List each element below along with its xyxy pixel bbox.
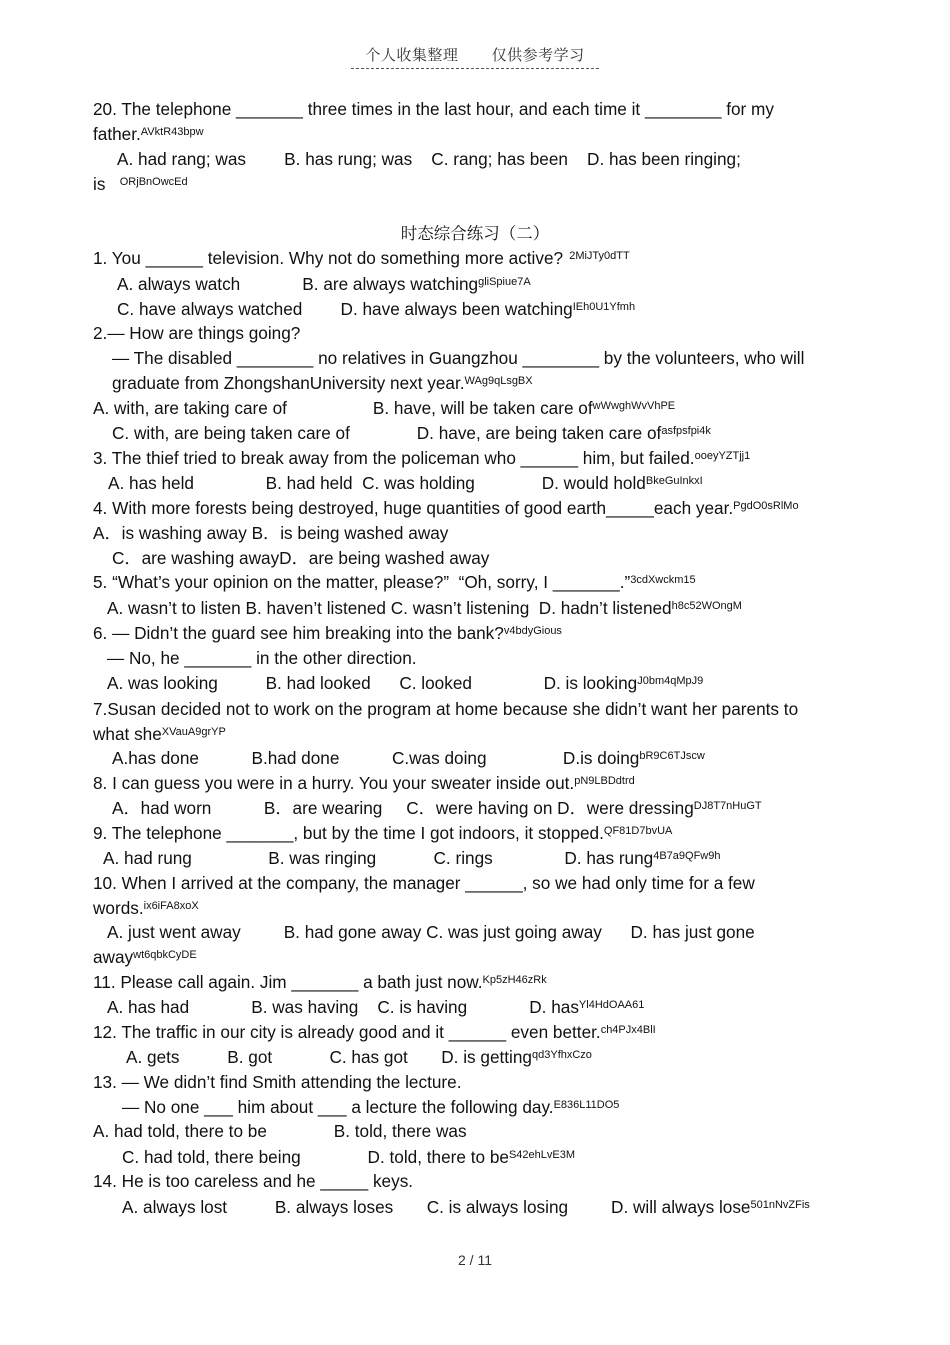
text-line xyxy=(117,298,635,323)
line-code: IEh0U1Yfmh xyxy=(572,301,636,313)
text-line xyxy=(93,698,798,720)
line-text: is xyxy=(93,174,120,194)
line-text: 12. The traffic in our city is already good and it ______ even better. xyxy=(93,1022,601,1042)
header-banner xyxy=(351,44,598,69)
line-text: 20. The telephone _______ three times in the last hour, and each time it ________ for my xyxy=(93,99,774,119)
text-line xyxy=(122,1196,810,1221)
line-text: — No, he _______ in the other direction. xyxy=(107,648,417,668)
line-text: what she xyxy=(93,724,162,744)
line-text: A.has done B.had done C.was doing D.is doing xyxy=(112,748,640,768)
line-text: 8. I can guess you were in a hurry. You your sweater inside out. xyxy=(93,773,575,793)
text-line xyxy=(93,247,630,272)
text-line xyxy=(108,472,703,497)
page-number: 2 / 11 xyxy=(458,1252,492,1268)
line-text: A. was looking B. had looked C. looked D. is looking xyxy=(107,673,638,693)
line-text: words. xyxy=(93,898,144,918)
text-line xyxy=(126,1046,592,1071)
text-line xyxy=(103,847,720,872)
line-code: AVktR43bpw xyxy=(140,126,204,138)
text-line xyxy=(93,897,199,922)
line-code: DJ8T7nHuGT xyxy=(693,800,762,812)
text-line xyxy=(122,1096,619,1121)
line-code: 501nNvZFis xyxy=(750,1199,810,1211)
line-text: — No one ___ him about ___ a lecture the following day. xyxy=(122,1097,554,1117)
line-code: ORjBnOwcEd xyxy=(119,176,188,188)
line-text: A．is washing away B．is being washed away xyxy=(93,523,449,543)
text-line xyxy=(112,747,705,772)
line-text: — The disabled ________ no relatives in Guangzhou ________ by the volunteers, who will xyxy=(112,348,805,368)
line-code: 2MiJTy0dTT xyxy=(563,250,630,262)
text-line xyxy=(122,1146,575,1171)
line-code: WAg9qLsgBX xyxy=(464,375,533,387)
line-text: 3. The thief tried to break away from the policeman who ______ him, but failed. xyxy=(93,448,695,468)
text-line xyxy=(117,273,531,298)
text-line xyxy=(93,497,799,522)
text-line xyxy=(107,996,644,1021)
line-code: wt6qbkCyDE xyxy=(133,949,197,961)
text-line xyxy=(93,447,750,472)
line-text: A. has held B. had held C. was holding D. would hold xyxy=(108,473,646,493)
text-line xyxy=(93,772,635,797)
text-line xyxy=(93,322,300,344)
text-line xyxy=(112,547,489,569)
line-code: bR9C6TJscw xyxy=(639,750,705,762)
line-code: wWwghWvVhPE xyxy=(592,400,676,412)
text-line xyxy=(93,1071,461,1093)
line-code: E836L11DO5 xyxy=(553,1099,620,1111)
line-text: 11. Please call again. Jim _______ a bath just now. xyxy=(93,972,483,992)
line-code: 3cdXwckm15 xyxy=(630,574,696,586)
text-line xyxy=(93,822,672,847)
line-code: XVauA9grYP xyxy=(161,726,226,738)
line-code: BkeGuInkxI xyxy=(645,475,703,487)
line-code: 4B7a9QFw9h xyxy=(653,850,721,862)
text-line xyxy=(93,1021,656,1046)
header-left-text: 个人收集整理 xyxy=(365,46,459,64)
text-line xyxy=(93,98,774,120)
text-line xyxy=(112,422,711,447)
line-code: asfpsfpi4k xyxy=(661,425,711,437)
line-text: A. always lost B. always loses C. is always losing D. will always lose xyxy=(122,1197,751,1217)
line-text: 14. He is too careless and he _____ keys. xyxy=(93,1171,414,1191)
line-text: A. had rang; was B. has rung; was C. rang; has been D. has been ringing; xyxy=(117,149,741,169)
text-line xyxy=(112,347,804,369)
text-line xyxy=(93,123,204,148)
text-line xyxy=(93,971,547,996)
line-text: 2.— How are things going? xyxy=(93,323,301,343)
text-line xyxy=(93,1120,467,1142)
text-line xyxy=(93,1170,413,1192)
line-text: A. with, are taking care of B. have, will be taken care of xyxy=(93,398,593,418)
line-text: A. wasn’t to listen B. haven’t listened C. wasn’t listening D. hadn’t listened xyxy=(107,598,672,618)
line-text: graduate from ZhongshanUniversity next year. xyxy=(112,373,465,393)
line-code: gliSpiue7A xyxy=(478,276,531,288)
line-code: J0bm4qMpJ9 xyxy=(637,675,704,687)
line-text: A. gets B. got C. has got D. is getting xyxy=(126,1047,532,1067)
line-text: 6. — Didn’t the guard see him breaking into the bank? xyxy=(93,623,504,643)
line-code: ch4PJx4BlI xyxy=(600,1024,656,1036)
text-line xyxy=(107,597,742,622)
section-title: 时态综合练习（二） xyxy=(400,224,550,243)
line-code: Yl4HdOAA61 xyxy=(578,999,645,1011)
page-header xyxy=(0,44,950,69)
line-code: ooeyYZTjj1 xyxy=(694,450,751,462)
line-text: 13. — We didn’t find Smith attending the lecture. xyxy=(93,1072,462,1092)
line-text: A. just went away B. had gone away C. was just going away D. has just gone xyxy=(107,922,755,942)
text-line xyxy=(93,571,696,596)
line-text: A. has had B. was having C. is having D. has xyxy=(107,997,579,1017)
text-line xyxy=(93,622,562,647)
line-text: C. had told, there being D. told, there to be xyxy=(122,1147,509,1167)
line-code: ix6iFA8xoX xyxy=(143,900,199,912)
line-text: 4. With more forests being destroyed, huge quantities of good earth_____each year. xyxy=(93,498,734,518)
line-code: qd3YfhxCzo xyxy=(532,1049,592,1061)
line-code: v4bdyGious xyxy=(503,625,562,637)
line-text: 9. The telephone _______, but by the time I got indoors, it stopped. xyxy=(93,823,604,843)
line-text: away xyxy=(93,947,134,967)
line-code: Kp5zH46zRk xyxy=(482,974,547,986)
header-right-text: 仅供参考学习 xyxy=(491,46,585,64)
line-code: QF81D7bvUA xyxy=(603,825,673,837)
line-text: A. had rung B. was ringing C. rings D. has rung xyxy=(103,848,654,868)
text-line xyxy=(93,522,448,544)
text-line xyxy=(107,921,755,943)
line-code: PgdO0sRlMo xyxy=(733,500,799,512)
text-line xyxy=(93,397,675,422)
text-line xyxy=(93,723,226,748)
text-line xyxy=(93,173,188,198)
line-code: h8c52WOngM xyxy=(671,600,742,612)
text-line xyxy=(93,872,755,894)
text-line xyxy=(93,946,197,971)
line-text: A. had told, there to be B. told, there was xyxy=(93,1121,467,1141)
line-code: pN9LBDdtrd xyxy=(574,775,635,787)
line-text: 7.Susan decided not to work on the program at home because she didn’t want her parents to xyxy=(93,699,799,719)
line-text: C. with, are being taken care of D. have, are being taken care of xyxy=(112,423,662,443)
line-text: C．are washing awayD．are being washed away xyxy=(112,548,490,568)
line-text: A．had worn B．are wearing C．were having on D．were dressing xyxy=(112,798,694,818)
text-line xyxy=(107,672,703,697)
line-text: 5. “What’s your opinion on the matter, please?” “Oh, sorry, I _______.” xyxy=(93,572,631,592)
line-text: 1. You ______ television. Why not do something more active? xyxy=(93,248,564,268)
line-code: S42ehLvE3M xyxy=(508,1149,575,1161)
line-text: A. always watch B. are always watching xyxy=(117,274,479,294)
text-line xyxy=(112,797,762,822)
line-text: 10. When I arrived at the company, the manager ______, so we had only time for a few xyxy=(93,873,755,893)
line-text: father. xyxy=(93,124,141,144)
text-line xyxy=(117,148,741,170)
text-line xyxy=(107,647,417,669)
line-text: C. have always watched D. have always been watching xyxy=(117,299,573,319)
text-line xyxy=(112,372,533,397)
